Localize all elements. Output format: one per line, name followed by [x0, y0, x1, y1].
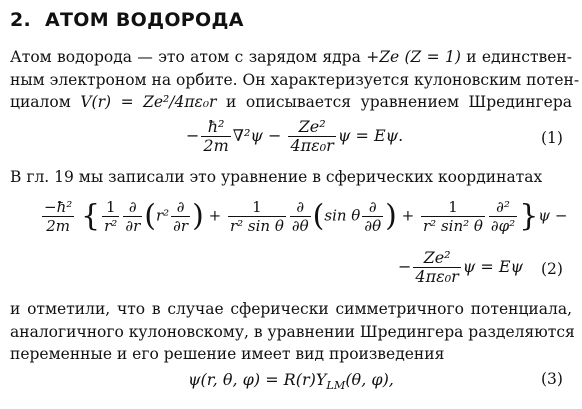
minus-sign: −: [398, 257, 412, 276]
fraction-numerator: 1: [421, 198, 485, 217]
fraction-d-dtheta: [362, 198, 383, 235]
fraction-numerator: Ze²: [413, 249, 460, 268]
fraction-coulomb: [288, 118, 335, 155]
paragraph-line: и отметили, что в случае сферически симметричного потенциала,: [10, 300, 572, 318]
text-run: и единствен-: [460, 48, 572, 66]
paragraph-line: [10, 91, 572, 114]
plus-sign: +: [208, 206, 222, 225]
fraction-denominator: ∂θ: [364, 217, 382, 235]
fraction-prefactor: [42, 198, 74, 235]
equation-rhs: ψ = Eψ.: [337, 126, 404, 145]
fraction-numerator: 1: [102, 198, 119, 217]
equation-tail: (θ, φ),: [345, 370, 394, 389]
fraction-denominator: r² sin θ: [229, 217, 284, 235]
fraction-denominator: 2m: [203, 136, 229, 155]
fraction-hbar: [201, 118, 230, 155]
equation-1: [186, 118, 403, 155]
subscript-lm: LM: [326, 379, 346, 393]
inline-formula: +Ze (Z = 1): [366, 48, 461, 66]
text-run: циалом: [10, 93, 81, 111]
fraction-numerator: ħ²: [201, 118, 230, 137]
section-number: 2.: [10, 9, 32, 31]
fraction-one-over-r2: [102, 198, 119, 235]
sin-theta: sin θ: [324, 206, 361, 225]
equation-tail: ψ −: [538, 206, 568, 225]
section-heading: [10, 9, 244, 31]
fraction-denominator: 2m: [46, 217, 71, 235]
equation-number-3: (3): [541, 370, 563, 388]
paragraph-spherical: [10, 166, 572, 189]
equation-2-continuation: [398, 249, 523, 286]
section-title: АТОМ ВОДОРОДА: [45, 9, 244, 31]
fraction-denominator: ∂r: [125, 217, 141, 235]
fraction-d2-dphi2: [489, 198, 517, 235]
equation-2: [40, 198, 567, 235]
text-run: Атом водорода — это атом с зарядом ядра: [10, 48, 367, 66]
right-brace: }: [519, 198, 539, 234]
fraction-numerator: −ħ²: [44, 198, 73, 216]
fraction-d-dr: [123, 198, 142, 235]
paragraph-line: [10, 46, 572, 69]
text-run: и описывается уравнением Шредингера: [216, 93, 573, 111]
right-paren: ): [192, 198, 204, 234]
fraction-one-over-r2sin2: [421, 198, 485, 235]
fraction-numerator: ∂: [290, 198, 311, 217]
fraction-denominator: ∂θ: [291, 217, 309, 235]
fraction-numerator: 1: [228, 198, 286, 217]
fraction-denominator: r² sin² θ: [423, 217, 483, 235]
plus-sign: +: [401, 206, 415, 225]
equation-3: [188, 370, 394, 393]
fraction-one-over-r2sin: [228, 198, 286, 235]
fraction-denominator: r²: [104, 217, 118, 235]
fraction-numerator: ∂²: [489, 198, 517, 217]
paragraph-line: переменные и его решение имеет вид произведения: [10, 345, 445, 363]
left-paren: (: [144, 198, 156, 234]
fraction-denominator: 4πε₀r: [290, 136, 334, 155]
paragraph-intro: [10, 46, 580, 114]
fraction-numerator: Ze²: [288, 118, 335, 137]
paragraph-line: В гл. 19 мы записали это уравнение в сферических координатах: [10, 168, 543, 186]
minus-sign: −: [186, 126, 200, 145]
left-paren: (: [312, 198, 325, 234]
paragraph-separation: [10, 298, 575, 366]
fraction-denominator: ∂r: [173, 217, 189, 235]
fraction-numerator: ∂: [171, 198, 190, 217]
fraction-denominator: 4πε₀r: [415, 267, 459, 286]
equation-body: ψ(r, θ, φ) = R(r)Y: [188, 370, 327, 389]
fraction-denominator: ∂φ²: [490, 217, 516, 235]
fraction-coulomb: [413, 249, 460, 286]
equation-rhs: ψ = Eψ: [462, 257, 524, 276]
laplacian-term: ∇²ψ −: [232, 126, 282, 145]
paragraph-line: аналогичного кулоновскому, в уравнении Шредингера разделяются: [10, 322, 575, 341]
fraction-d-dtheta: [290, 198, 311, 235]
fraction-numerator: ∂: [362, 198, 383, 217]
right-paren: ): [385, 198, 397, 234]
equation-number-2: (2): [541, 260, 563, 278]
inline-formula: V(r) = Ze²/4πε₀r: [80, 93, 217, 111]
equation-number-1: (1): [541, 129, 563, 147]
r-squared: r²: [155, 206, 170, 225]
fraction-d-dr: [171, 198, 190, 235]
paragraph-line: ным электроном на орбите. Он характеризуется кулоновским потен-: [10, 70, 580, 89]
left-brace: {: [81, 198, 101, 234]
fraction-numerator: ∂: [123, 198, 142, 217]
